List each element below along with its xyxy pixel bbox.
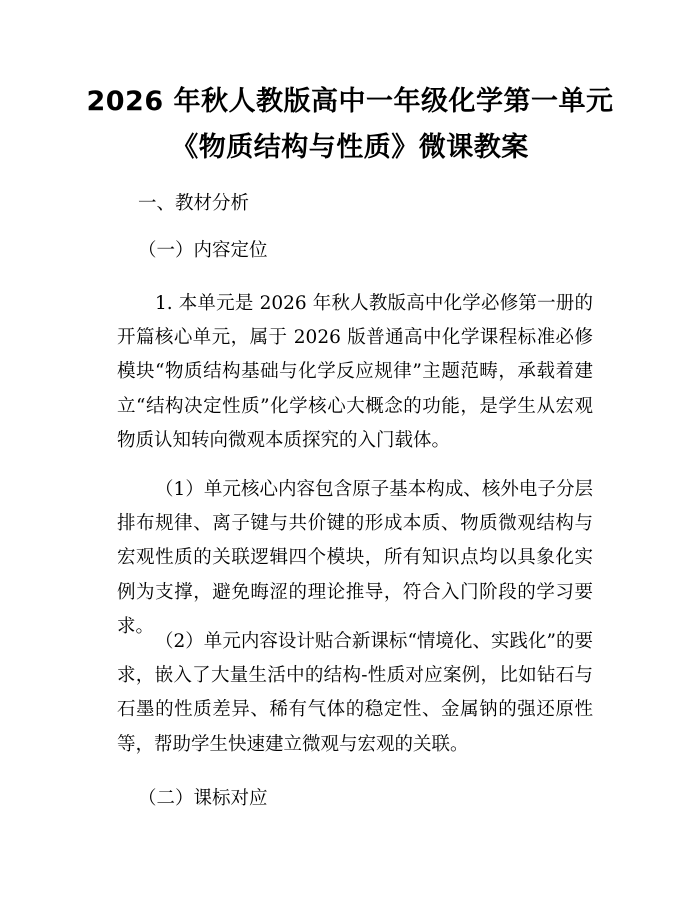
document-title-line-1: 2026 年秋人教版高中一年级化学第一单元 [86,86,614,117]
paragraph-core-content: （1）单元核心内容包含原子基本构成、核外电子分层排布规律、离子键与共价键的形成本质、物质微观结构与宏观性质的关联逻辑四个模块，所有知识点均以具象化实例为支撑，避免晦涩的理论推导，符合入门阶段的学习要求。 [117,479,593,637]
subsection-heading-content-positioning: （一）内容定位 [138,240,268,261]
section-heading-textbook-analysis: 一、教材分析 [138,193,250,214]
paragraph-content-design: （2）单元内容设计贴合新课标“情境化、实践化”的要求，嵌入了大量生活中的结构-性质对应案例，比如钻石与石墨的性质差异、稀有气体的稳定性、金属钠的强还原性等，帮助学生快速建立微观与宏观的关联。 [117,631,593,755]
paragraph-unit-overview: 1. 本单元是 2026 年秋人教版高中化学必修第一册的开篇核心单元，属于 2026 版普通高中化学课程标准必修模块“物质结构基础与化学反应规律”主题范畴，承载着建立“结构决定性质”化学核心大概念的功能，是学生从宏观物质认知转向微观本质探究的入门载体。 [117,293,593,451]
document-title-line-2: 《物质结构与性质》微课教案 [171,132,529,163]
subsection-heading-curriculum-standards: （二）课标对应 [138,788,268,809]
